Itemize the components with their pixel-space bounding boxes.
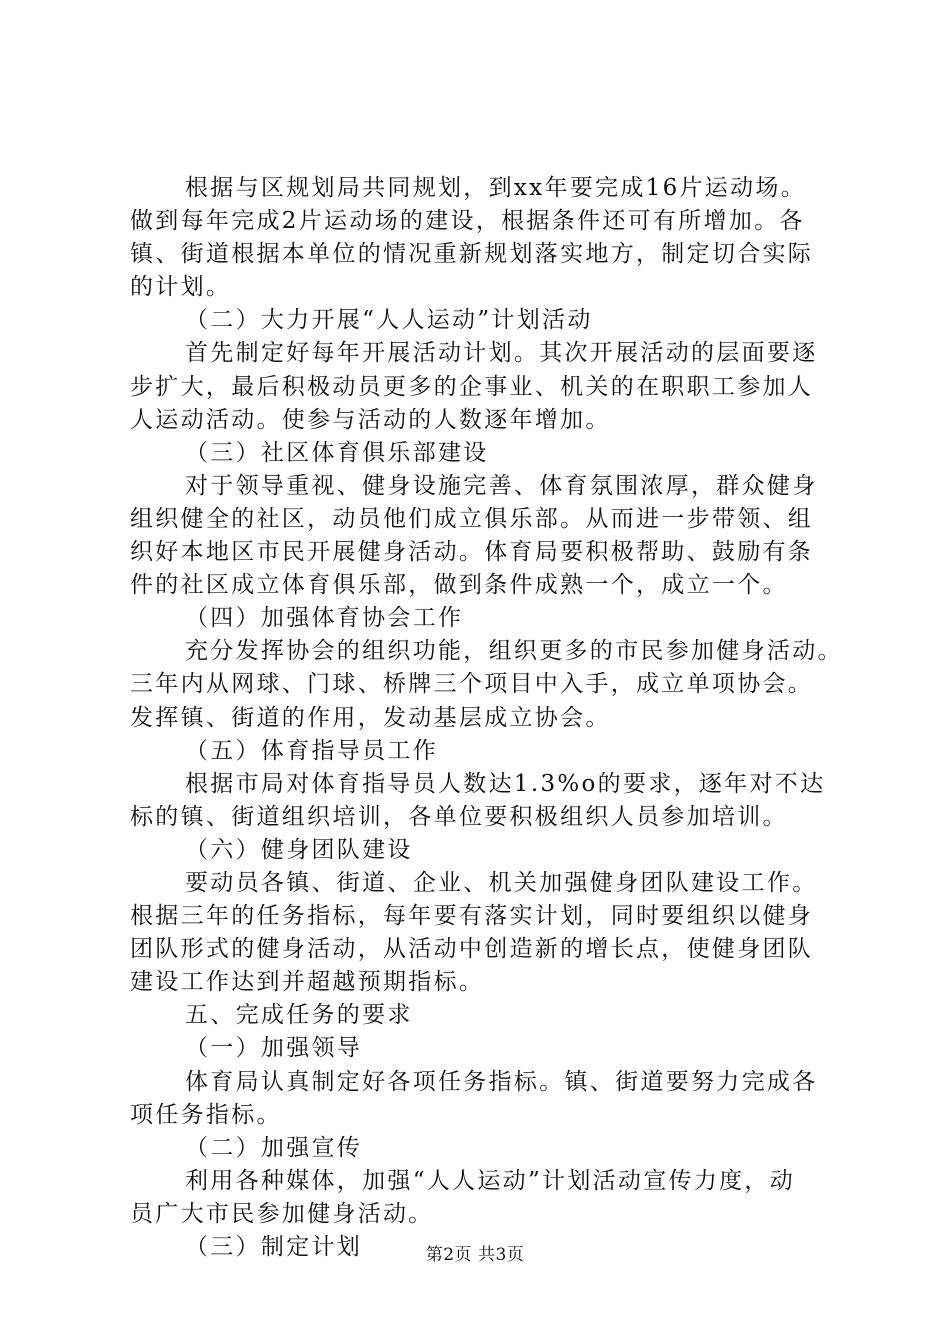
paragraph-line: 根据市局对体育指导员人数达1.3%o的要求，逐年对不达	[185, 770, 826, 797]
paragraph-line: 步扩大，最后积极动员更多的企事业、机关的在职职工参加人	[130, 373, 814, 400]
paragraph-line: 标的镇、街道组织培训，各单位要积极组织人员参加培训。	[130, 803, 788, 830]
paragraph-line: 镇、街道根据本单位的情况重新规划落实地方，制定切合实际	[130, 241, 814, 268]
paragraph-line: 团队形式的健身活动，从活动中创造新的增长点，使健身团队	[130, 936, 814, 963]
paragraph-line: 项任务指标。	[130, 1101, 282, 1128]
paragraph-line: 员广大市民参加健身活动。	[130, 1200, 434, 1227]
paragraph-line: 要动员各镇、街道、企业、机关加强健身团队建设工作。	[185, 869, 818, 896]
page-number-footer: 第2页 共3页	[425, 1245, 525, 1265]
section-heading: （二）大力开展“人人运动”计划活动	[185, 307, 593, 334]
paragraph-line: 充分发挥协会的组织功能，组织更多的市民参加健身活动。	[185, 638, 843, 665]
paragraph-line: 组织健全的社区，动员他们成立俱乐部。从而进一步带领、组	[130, 505, 814, 532]
paragraph-line: 根据与区规划局共同规划，到xx年要完成16片运动场。	[185, 175, 807, 201]
paragraph-line: 件的社区成立体育俱乐部，做到条件成熟一个，成立一个。	[130, 572, 788, 599]
section-heading: （三）制定计划	[185, 1234, 363, 1260]
paragraph-line: 人运动活动。使参与活动的人数逐年增加。	[130, 406, 611, 433]
section-heading: （六）健身团队建设	[185, 836, 413, 863]
paragraph-line: 建设工作达到并超越预期指标。	[130, 969, 485, 996]
paragraph-line: 织好本地区市民开展健身活动。体育局要积极帮助、鼓励有条	[130, 539, 814, 566]
paragraph-line: 三年内从网球、门球、桥牌三个项目中入手，成立单项协会。	[130, 671, 814, 698]
paragraph-line: 利用各种媒体，加强“人人运动”计划活动宣传力度，动	[185, 1167, 796, 1194]
paragraph-line: 首先制定好每年开展活动计划。其次开展活动的层面要逐	[185, 340, 818, 367]
paragraph-line: 体育局认真制定好各项任务指标。镇、街道要努力完成各	[185, 1068, 818, 1095]
paragraph-line: 的计划。	[130, 274, 232, 301]
paragraph-line: 根据三年的任务指标，每年要有落实计划，同时要组织以健身	[130, 903, 814, 930]
paragraph-line: 发挥镇、街道的作用，发动基层成立协会。	[130, 704, 611, 731]
section-heading: （五）体育指导员工作	[185, 737, 438, 764]
section-heading: （二）加强宣传	[185, 1134, 363, 1161]
section-heading: （四）加强体育协会工作	[185, 605, 464, 632]
document-body	[130, 172, 843, 1264]
paragraph-line: 对于领导重视、健身设施完善、体育氛围浓厚，群众健身	[185, 472, 818, 499]
section-heading: （一）加强领导	[185, 1035, 363, 1062]
section-heading: 五、完成任务的要求	[185, 1002, 413, 1029]
section-heading: （三）社区体育俱乐部建设	[185, 439, 489, 466]
paragraph-line: 做到每年完成2片运动场的建设，根据条件还可有所增加。各	[130, 208, 805, 235]
